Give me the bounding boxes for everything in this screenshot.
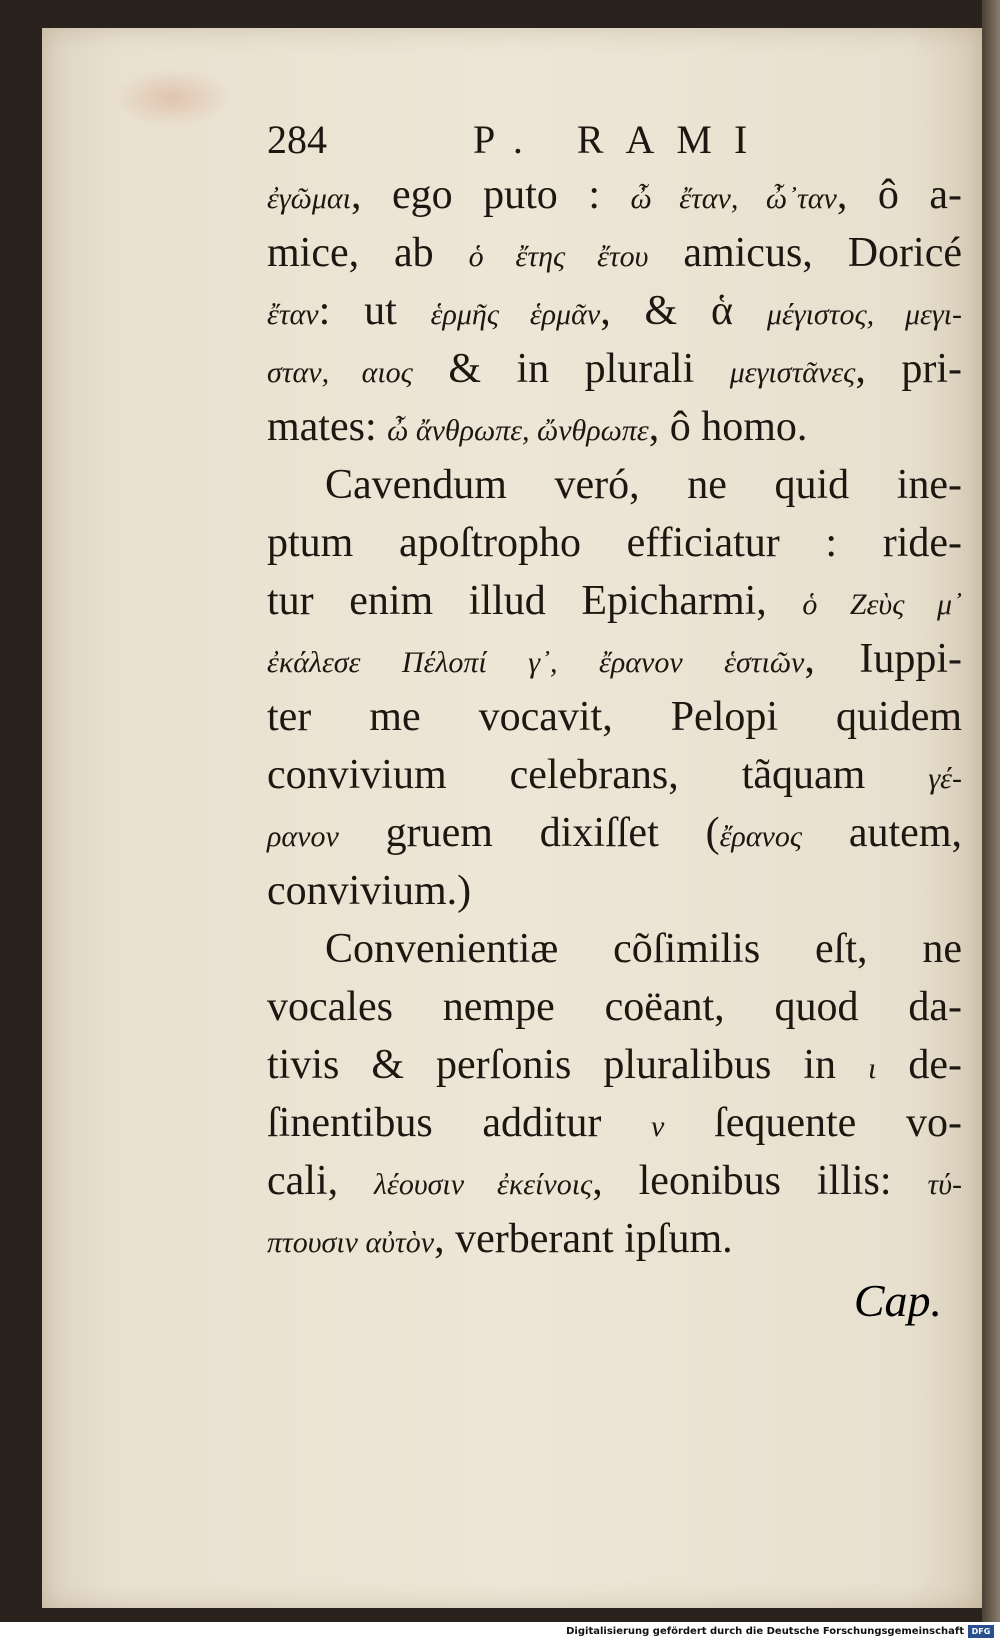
latin-text: , verberant ipſum. — [434, 1216, 733, 1262]
text-line — [267, 630, 962, 688]
book-page — [42, 28, 982, 1608]
funding-bar — [0, 1622, 1000, 1642]
latin-text: , ego puto : — [350, 172, 631, 218]
catchword: Cap. — [853, 1275, 942, 1326]
greek-phrase: ἔρανος — [719, 820, 803, 853]
latin-text: vocales nempe coëant, quod da- — [267, 984, 962, 1030]
latin-text: convivium celebrans, tãquam — [267, 752, 929, 798]
greek-phrase: ὦ ἄνθρωπε, ὤνθρωπε — [387, 414, 649, 447]
latin-text: tur enim illud Epicharmi, — [267, 578, 803, 624]
greek-phrase: τύ- — [927, 1168, 962, 1201]
latin-text: Cavendum veró, ne quid ine- — [325, 462, 962, 508]
text-line — [267, 862, 962, 920]
text-line — [267, 920, 962, 978]
page-number: 284 — [267, 117, 327, 162]
greek-phrase: ὦ ἔταν, ὦ᾽ταν — [630, 182, 837, 215]
greek-phrase: γέ- — [928, 762, 962, 795]
running-head — [267, 114, 962, 166]
greek-phrase: ὁ ἔτης ἔτου — [468, 240, 649, 273]
text-line — [267, 166, 962, 224]
text-line — [267, 398, 962, 456]
latin-text: & in plurali — [412, 346, 730, 392]
latin-text: , ô homo. — [648, 404, 808, 450]
text-line — [267, 804, 962, 862]
greek-phrase: ρανον — [267, 820, 339, 853]
dfg-logo: DFG — [968, 1625, 994, 1638]
latin-text: ſinentibus additur — [267, 1100, 652, 1146]
greek-phrase: ι — [868, 1052, 877, 1085]
text-line — [267, 340, 962, 398]
greek-phrase: ν — [651, 1110, 665, 1143]
text-line — [267, 688, 962, 746]
text-block — [267, 114, 962, 1268]
greek-phrase: ἐγῶμαι — [267, 182, 351, 215]
latin-text: cali, — [267, 1158, 375, 1204]
greek-phrase: ἔταν — [267, 298, 319, 331]
latin-text: ptum apoſtropho efficiatur : ride- — [267, 520, 962, 566]
latin-text: mates: — [267, 404, 388, 450]
latin-text: tivis & perſonis pluralibus in — [267, 1042, 869, 1088]
latin-text: autem, — [802, 810, 962, 856]
running-title: P. RAMI — [473, 117, 770, 162]
latin-text: , pri- — [855, 346, 962, 392]
greek-phrase: μέγιστος, μεγι- — [766, 298, 962, 331]
text-line — [267, 746, 962, 804]
text-line — [267, 456, 962, 514]
body-text — [267, 166, 962, 1268]
latin-text: ter me vocavit, Pelopi quidem — [267, 694, 962, 740]
text-line — [267, 224, 962, 282]
greek-phrase: ὁ Ζεὺς μ᾽ — [802, 588, 962, 621]
latin-text: : ut — [318, 288, 431, 334]
greek-phrase: ἑρμῆς ἑρμᾶν — [430, 298, 601, 331]
latin-text: ſequente vo- — [664, 1100, 962, 1146]
latin-text: gruem dixiſſet ( — [338, 810, 720, 856]
text-line — [267, 514, 962, 572]
latin-text: , Iuppi- — [804, 636, 962, 682]
latin-text: de- — [876, 1042, 962, 1088]
greek-phrase: μεγιστᾶνες — [729, 356, 856, 389]
text-line — [267, 1152, 962, 1210]
text-line — [267, 1094, 962, 1152]
latin-text: mice, ab — [267, 230, 469, 276]
latin-text: , & ἁ — [600, 288, 767, 334]
latin-text: convivium.) — [267, 868, 472, 914]
latin-text: , leonibus illis: — [592, 1158, 928, 1204]
latin-text: Convenientiæ cõſimilis eſt, ne — [325, 926, 962, 972]
latin-text: , ô a- — [836, 172, 962, 218]
greek-phrase: πτουσιν αὐτὸν — [267, 1226, 435, 1259]
greek-phrase: σταν, αιος — [267, 356, 413, 389]
greek-phrase: ἐκάλεσε Πέλοπί γ᾽, ἔρανον ἑστιῶν — [267, 646, 805, 679]
text-line — [267, 572, 962, 630]
text-line — [267, 978, 962, 1036]
greek-phrase: λέουσιν ἐκείνοις — [374, 1168, 593, 1201]
page-stain — [112, 68, 232, 128]
funding-note: Digitalisierung gefördert durch die Deutsche Forschungsgemeinschaft — [566, 1626, 964, 1637]
text-line — [267, 282, 962, 340]
text-line — [267, 1210, 962, 1268]
latin-text: amicus, Doricé — [648, 230, 962, 276]
text-line — [267, 1036, 962, 1094]
